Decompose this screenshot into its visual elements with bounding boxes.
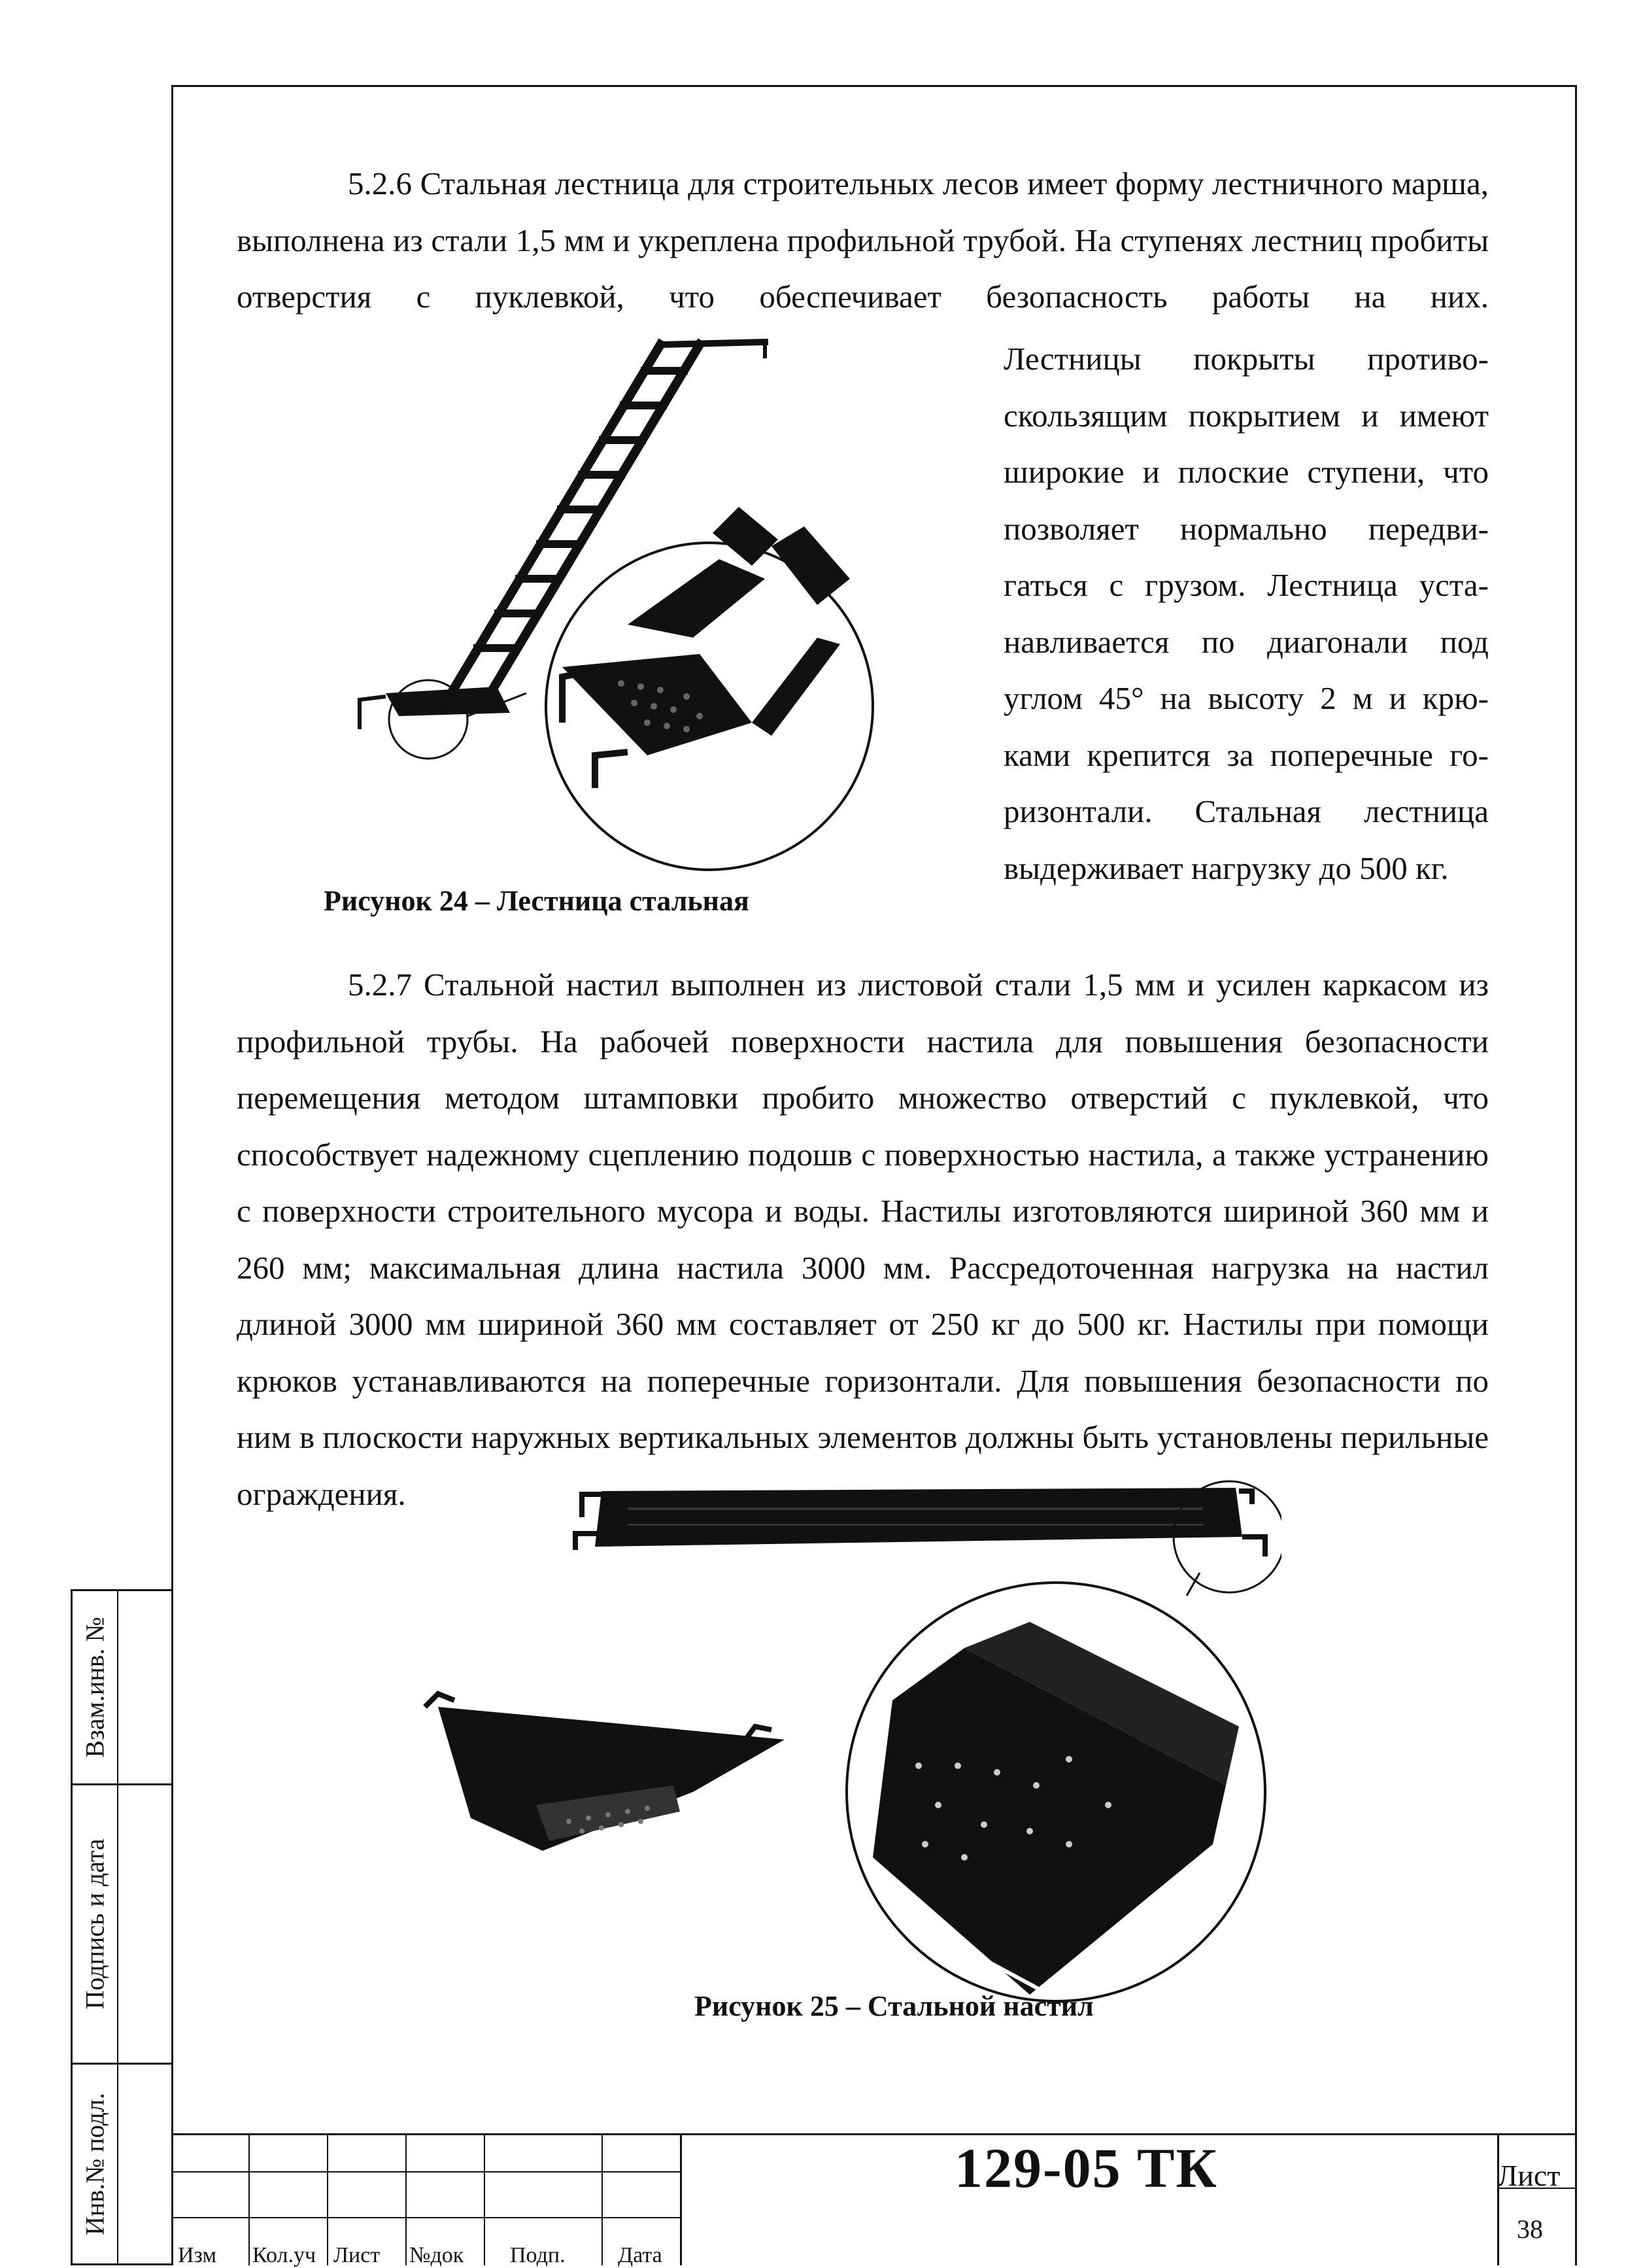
stamp-original-inventory-number [71, 2063, 171, 2265]
deck-detail-magnifier-figure [834, 1570, 1278, 2014]
stamp-label: Взам.инв. № [80, 1617, 110, 1758]
text-line: широкие и плоские ступени, что [1004, 454, 1489, 490]
figure-24-caption: Рисунок 24 – Лестница стальная [324, 885, 749, 917]
text-line: позволяет нормально передви- [1004, 510, 1489, 547]
stamp-signature-date [71, 1783, 171, 2065]
steel-ladder-figure [347, 330, 889, 873]
figure-25-caption: Рисунок 25 – Стальной настил [694, 1990, 1094, 2022]
column-header: Кол.уч [252, 2243, 316, 2267]
stamp-label: Инв.№ подл. [80, 2093, 110, 2235]
column-header: Изм [178, 2243, 217, 2267]
sheet-label: Лист [1497, 2159, 1561, 2192]
column-header: Лист [333, 2243, 381, 2267]
paragraph-5-2-7: 5.2.7 Стальной настил выполнен из листовой стали 1,5 мм и усилен каркасом из профильной трубы. На рабочей поверхности настила для повышения безопасности перемещения методом штамповки пробито множество отверстий с пуклевкой, что способствует надежному сцеплению подошв с поверхностью настила, а также устранению с поверхности строительного мусора и воды. Настилы изготовляются шириной 360 мм и 260 мм; максимальная длина настила 3000 мм. Рассредоточенная нагрузка на настил длиной 3000 мм шириной 360 мм составляет от 250 кг до 500 кг. Настилы при помощи крюков устанавливаются на поперечные горизонтали. Для повышения безопасности по ним в плоскости наружных вертикальных элементов должны быть установлены перильные ограждения. [237, 967, 1489, 1512]
document-code: 129-05 ТК [955, 2137, 1218, 2199]
column-header: Дата [618, 2243, 662, 2267]
steel-deck-perspective-figure [418, 1687, 798, 1870]
paragraph-5-2-6: 5.2.6 Стальная лестница для строительных лесов имеет форму лестничного марша, выполнена из стали 1,5 мм и укреплена профильной трубой. На ступенях лестниц пробиты отверстия с пуклевкой, что обеспечивает безопасность работы на них. [237, 165, 1489, 315]
column-header: Подп. [510, 2243, 566, 2267]
column-header: №док [409, 2243, 464, 2267]
text-line: выдерживает нагрузку до 500 кг. [1004, 850, 1449, 886]
text-line: ризонтали. Стальная лестница [1004, 793, 1489, 829]
paragraph-5-2-6-continued [1004, 331, 1489, 897]
text-line: скользящим покрытием и имеют [1004, 397, 1489, 434]
text-line: гаться с грузом. Лестница уста- [1004, 567, 1489, 603]
stamp-label: Подпись и дата [80, 1838, 110, 2010]
text-line: Лестницы покрыты противо- [1004, 341, 1489, 377]
text-line: углом 45° на высоту 2 м и крю- [1004, 680, 1489, 716]
stamp-replaced-inventory-number [71, 1589, 171, 1785]
text-line: навливается по диагонали под [1004, 623, 1489, 660]
text-line: ками крепится за поперечные го- [1004, 736, 1489, 773]
sheet-number: 38 [1517, 2214, 1543, 2244]
